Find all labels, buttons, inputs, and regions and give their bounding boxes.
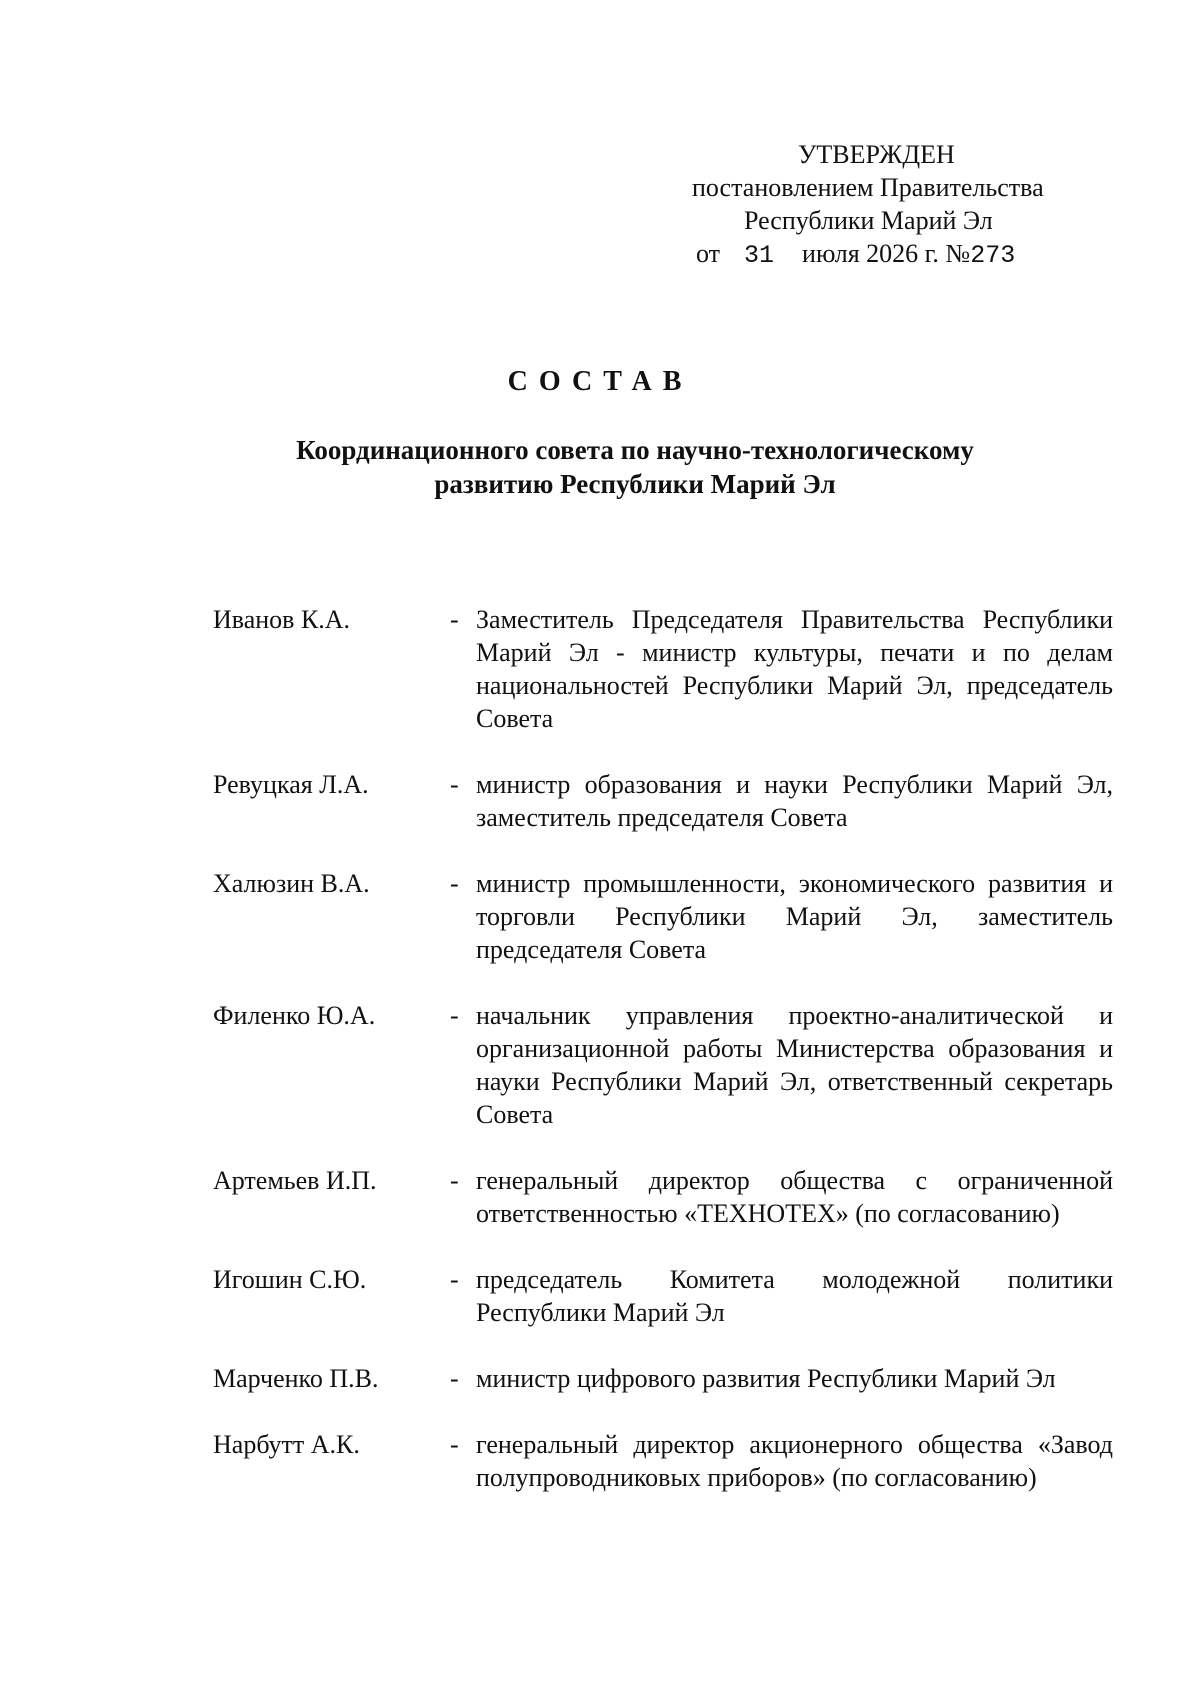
approval-heading: УТВЕРЖДЕН: [798, 140, 955, 169]
member-position: министр промышленности, экономического развития и торговли Республики Марий Эл, заместитель председателя Совета: [476, 869, 1113, 964]
member-dash: -: [450, 1364, 459, 1393]
member-position: генеральный директор общества с ограниченной ответственностью «ТЕХНОТЕХ» (по согласованию): [476, 1166, 1113, 1228]
member-dash: -: [450, 869, 459, 898]
approval-stamp: [680, 138, 1100, 272]
member-entry: [213, 999, 1113, 1131]
approval-date-prefix: от: [696, 239, 721, 268]
member-position: Заместитель Председателя Правительства Республики Марий Эл - министр культуры, печати и по делам национальностей Республики Марий Эл, председатель Совета: [476, 605, 1113, 733]
member-name: Марченко П.В.: [213, 1364, 379, 1393]
member-dash: -: [450, 770, 459, 799]
member-position: начальник управления проектно-аналитической и организационной работы Министерства образования и науки Республики Марий Эл, ответственный секретарь Совета: [476, 1001, 1113, 1129]
member-position: председатель Комитета молодежной политики Республики Марий Эл: [476, 1265, 1113, 1327]
member-name: Иванов К.А.: [213, 605, 351, 634]
member-name: Халюзин В.А.: [213, 869, 370, 898]
approval-date-line: [680, 237, 1100, 272]
member-position: генеральный директор акционерного общества «Завод полупроводниковых приборов» (по согласованию): [476, 1430, 1113, 1492]
approval-resolution-line: постановлением Правительства: [692, 173, 1044, 202]
document-subtitle: [250, 433, 1020, 501]
member-name: Ревуцкая Л.А.: [213, 770, 369, 799]
approval-date-month-year: июля 2026 г. №: [802, 239, 971, 268]
member-dash: -: [450, 1430, 459, 1459]
member-dash: -: [450, 1166, 459, 1195]
member-entry: [213, 603, 1113, 735]
member-dash: -: [450, 1001, 459, 1030]
member-position: министр цифрового развития Республики Марий Эл: [476, 1364, 1056, 1393]
subtitle-line-1: Координационного совета по научно-технологическому: [296, 435, 974, 465]
approval-date-day: 31: [744, 241, 775, 270]
document-title: СОСТАВ: [507, 366, 693, 397]
member-entry: [213, 1428, 1113, 1494]
member-entry: [213, 768, 1113, 834]
member-position: министр образования и науки Республики Марий Эл, заместитель председателя Совета: [476, 770, 1113, 832]
member-name: Игошин С.Ю.: [213, 1265, 367, 1294]
member-name: Филенко Ю.А.: [213, 1001, 376, 1030]
subtitle-line-2: развитию Республики Марий Эл: [434, 469, 836, 499]
member-name: Нарбутт А.К.: [213, 1430, 360, 1459]
member-entry: [213, 867, 1113, 966]
approval-document-number: 273: [970, 241, 1016, 270]
member-dash: -: [450, 605, 459, 634]
member-entry: [213, 1263, 1113, 1329]
member-entry: [213, 1362, 1113, 1395]
member-entry: [213, 1164, 1113, 1230]
member-name: Артемьев И.П.: [213, 1166, 377, 1195]
members-list: [213, 603, 1113, 1527]
member-dash: -: [450, 1265, 459, 1294]
approval-republic-line: Республики Марий Эл: [744, 206, 993, 235]
